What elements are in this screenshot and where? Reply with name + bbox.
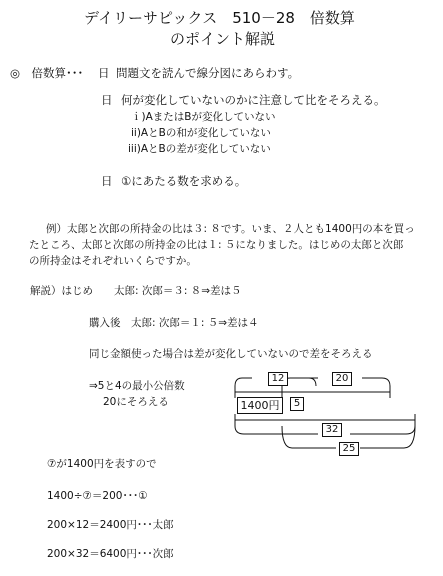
example-line-1: 例）太郎と次郎の所持金の比は３: ８です。いま、２人とも1400円の本を買っ: [46, 223, 415, 235]
brace-12-right: [300, 378, 316, 386]
solution-line-1: 解説）はじめ 太郎: 次郎＝３: ８⇒差は５: [30, 285, 242, 297]
point-3-text: ①にあたる数を求める。: [121, 174, 247, 188]
point-2-text: 何が変化していないのかに注意して比をそろえる。: [121, 93, 386, 107]
diagram-label-12: 12: [268, 372, 288, 386]
diagram-label-20: 20: [332, 372, 352, 386]
solution-line-4: ⇒5と4の最小公倍数: [89, 380, 185, 392]
point-2-sub-3: iii)AとBの差が変化していない: [128, 143, 271, 155]
diagram-label-25: 25: [339, 442, 359, 456]
point-2-number: 日: [101, 93, 113, 107]
point-1-number: 日: [98, 66, 110, 80]
brace-12-left: [235, 378, 252, 386]
solution-line-5: 20にそろえる: [103, 396, 169, 408]
diagram-label-5: 5: [290, 397, 304, 411]
example-line-2: たところ、太郎と次郎の所持金の比は１: ５になりました。はじめの太郎と次郎: [29, 239, 404, 251]
brace-32-right: [350, 426, 415, 434]
calc-line-2: 1400÷⑦＝200･･･①: [47, 490, 148, 502]
point-2-sub-2: ii)AとBの和が変化していない: [131, 127, 271, 139]
brace-20-right: [362, 378, 390, 386]
example-line-3: の所持金はそれぞれいくらですか。: [29, 255, 197, 267]
point-3-number: 日: [101, 174, 113, 188]
page-title-line1: デイリーサピックス 510－28 倍数算: [84, 9, 355, 27]
solution-line-2: 購入後 太郎: 次郎＝１: ５⇒差は４: [89, 317, 259, 329]
point-1-text: 問題文を読んで線分図にあらわす。: [116, 66, 300, 80]
brace-32-left: [235, 426, 318, 434]
page-title-line2: のポイント解説: [170, 30, 276, 48]
diagram-label-1400: 1400円: [237, 397, 283, 414]
calc-line-3: 200×12＝2400円･･･太郎: [47, 519, 174, 531]
diagram-label-32: 32: [322, 423, 342, 437]
solution-line-3: 同じ金額使った場合は差が変化していないので差をそろえる: [89, 348, 373, 360]
point-2-sub-1: ｉ)AまたはBが変化していない: [131, 111, 276, 123]
brace-25-right: [360, 426, 415, 448]
calc-line-1: ⑦が1400円を表すので: [47, 458, 157, 470]
section-marker: ◎ 倍数算･･･: [10, 66, 84, 80]
calc-line-4: 200×32＝6400円･･･次郎: [47, 548, 174, 560]
